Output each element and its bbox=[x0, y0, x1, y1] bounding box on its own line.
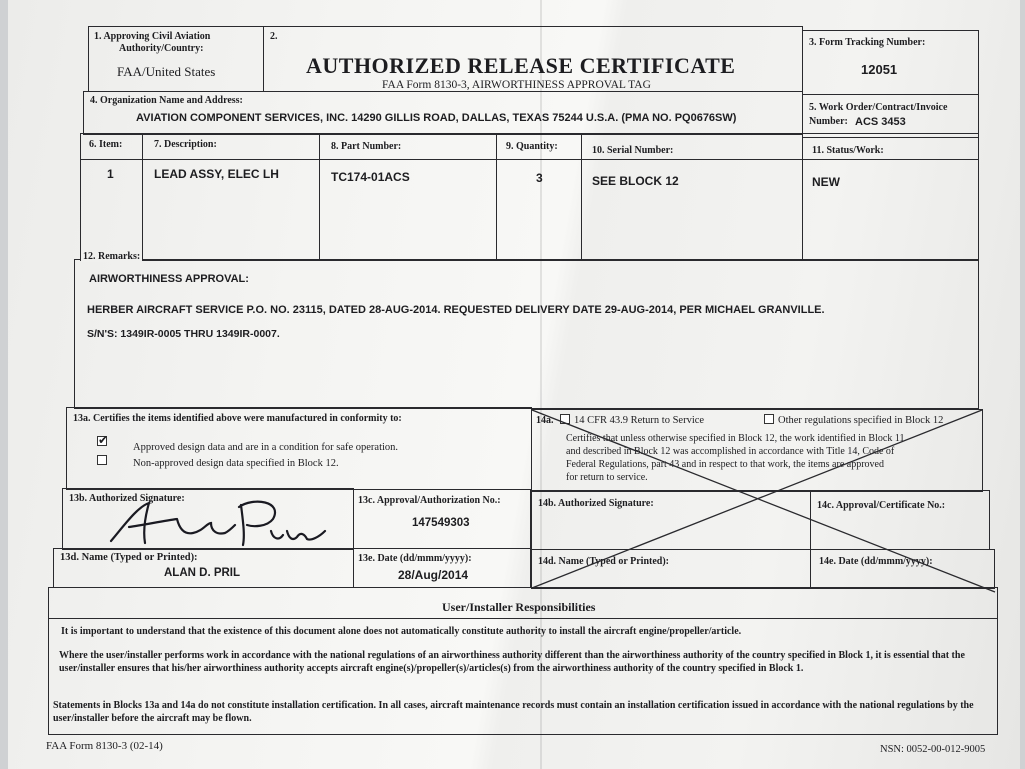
form-tracking-number: 12051 bbox=[861, 62, 898, 77]
block-14e-label: 14e. Date (dd/mmm/yyyy): bbox=[819, 556, 933, 567]
row-description: LEAD ASSY, ELEC LH bbox=[154, 167, 279, 181]
work-order-number: ACS 3453 bbox=[855, 116, 906, 128]
remarks-line1: AIRWORTHINESS APPROVAL: bbox=[89, 273, 249, 285]
approval-authorization-number: 147549303 bbox=[412, 517, 470, 529]
block-12-label: 12. Remarks: bbox=[83, 251, 141, 262]
block-13b-label: 13b. Authorized Signature: bbox=[69, 493, 185, 504]
block-14b-label: 14b. Authorized Signature: bbox=[538, 498, 654, 509]
responsibilities-p2: Where the user/installer performs work in accordance with the national regulations of an airworthiness authority different than the airworthiness authority of the country specified in Block 1, it is essential that the user/installer ensures that his/her airworthiness authority accepts aircraft engine(s)/propeller(s)/articles(s) from the airworthiness authority of the country specified in Block 1. bbox=[59, 650, 965, 674]
responsibilities-p1: It is important to understand that the existence of this document alone does not automatically constitute authority to install the aircraft engine/propeller/article. bbox=[61, 626, 742, 637]
header-item: 6. Item: bbox=[89, 139, 123, 150]
block-14a-text-line4: for return to service. bbox=[566, 472, 648, 483]
cfr-43-9-text: 14 CFR 43.9 Return to Service bbox=[574, 415, 705, 426]
non-approved-design-text: Non-approved design data specified in Block 12. bbox=[133, 458, 339, 469]
block-13a-label: 13a. Certifies the items identified above were manufactured in conformity to: bbox=[73, 413, 402, 424]
block-13e-label: 13e. Date (dd/mmm/yyyy): bbox=[358, 553, 472, 564]
footer-form-number: FAA Form 8130-3 (02-14) bbox=[46, 740, 163, 752]
responsibilities-heading: User/Installer Responsibilities bbox=[442, 600, 596, 614]
responsibilities-section bbox=[48, 587, 998, 735]
block-14a-text-line2: and described in Block 12 was accomplished in accordance with Title 14, Code of bbox=[566, 446, 895, 457]
row-quantity: 3 bbox=[536, 171, 543, 185]
block-14a-label: 14a. bbox=[536, 415, 554, 426]
other-regulations-text: Other regulations specified in Block 12 bbox=[778, 415, 944, 426]
form-title: AUTHORIZED RELEASE CERTIFICATE bbox=[306, 53, 736, 78]
block-14a-text-line1: Certifies that unless otherwise specified in Block 12, the work identified in Block 11 bbox=[566, 433, 905, 444]
header-part-number: 8. Part Number: bbox=[331, 141, 402, 152]
release-date: 28/Aug/2014 bbox=[398, 568, 469, 582]
header-quantity: 9. Quantity: bbox=[506, 141, 558, 152]
approving-authority-value: FAA/United States bbox=[117, 64, 216, 79]
row-serial-number: SEE BLOCK 12 bbox=[592, 174, 679, 188]
header-description: 7. Description: bbox=[154, 139, 217, 150]
header-status: 11. Status/Work: bbox=[812, 145, 884, 156]
row-item: 1 bbox=[107, 167, 114, 181]
form-subtitle: FAA Form 8130-3, AIRWORTHINESS APPROVAL TAG bbox=[382, 79, 651, 91]
remarks-line2: HERBER AIRCRAFT SERVICE P.O. NO. 23115, DATED 28-AUG-2014. REQUESTED DELIVERY DATE 29-AUG-2014, PER MICHAEL GRANVILLE. bbox=[87, 304, 825, 316]
row-status: NEW bbox=[812, 175, 840, 189]
block-13d-label: 13d. Name (Typed or Printed): bbox=[60, 552, 198, 563]
block-13c-label: 13c. Approval/Authorization No.: bbox=[358, 495, 501, 506]
block-14a-text-line3: Federal Regulations, part 43 and in respect to that work, the items are approved bbox=[566, 459, 884, 470]
block-14d-label: 14d. Name (Typed or Printed): bbox=[538, 556, 670, 567]
remarks-line3: S/N'S: 1349IR-0005 THRU 1349IR-0007. bbox=[87, 328, 280, 340]
block-14c-label: 14c. Approval/Certificate No.: bbox=[817, 500, 946, 511]
approved-design-text: Approved design data and are in a condition for safe operation. bbox=[133, 442, 399, 453]
organization-name-address: AVIATION COMPONENT SERVICES, INC. 14290 GILLIS ROAD, DALLAS, TEXAS 75244 U.S.A. (PMA NO. PQ0676SW) bbox=[136, 112, 737, 124]
block-5-label-line2: Number: bbox=[809, 116, 848, 127]
block-3-label: 3. Form Tracking Number: bbox=[809, 37, 926, 48]
block-5-label-line1: 5. Work Order/Contract/Invoice bbox=[809, 102, 948, 113]
row-part-number: TC174-01ACS bbox=[331, 170, 410, 184]
block-1-label-line2: Authority/Country: bbox=[119, 43, 204, 54]
signer-name: ALAN D. PRIL bbox=[164, 567, 241, 579]
block-1-label-line1: 1. Approving Civil Aviation bbox=[94, 31, 211, 42]
block-4-label: 4. Organization Name and Address: bbox=[90, 95, 243, 106]
footer-nsn: NSN: 0052-00-012-9005 bbox=[880, 744, 986, 755]
block-2-label: 2. bbox=[270, 31, 278, 42]
header-serial-number: 10. Serial Number: bbox=[592, 145, 674, 156]
responsibilities-p3: Statements in Blocks 13a and 14a do not constitute installation certification. In all cases, aircraft maintenance records must contain an installation certification issued in accordance with the national regulations by the user/installer before the aircraft may be flown. bbox=[53, 700, 974, 724]
